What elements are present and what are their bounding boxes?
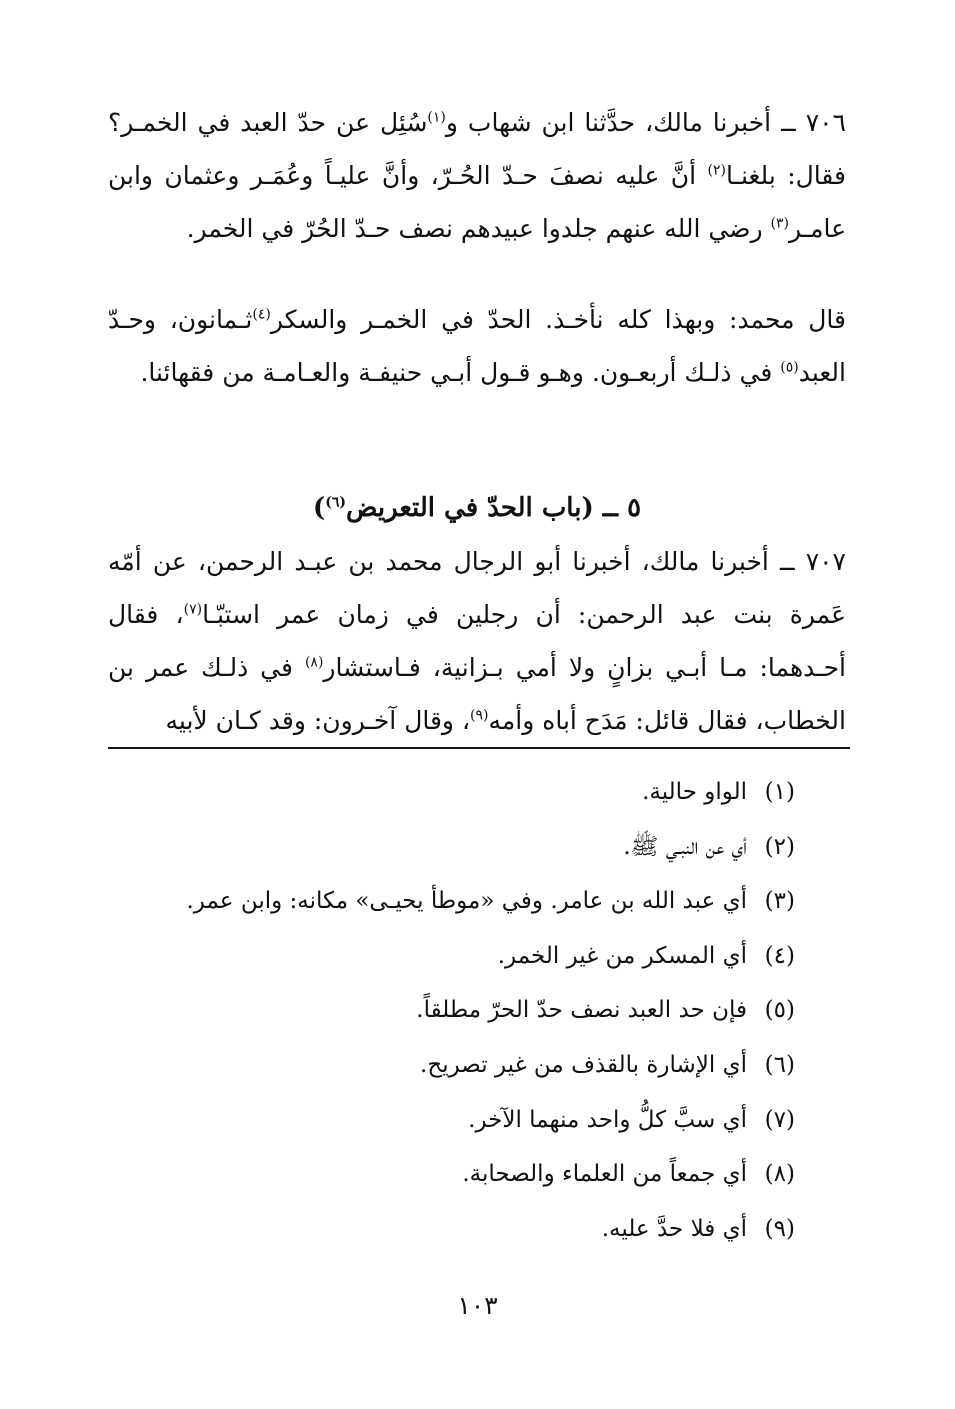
- page-number: ١٠٣: [457, 1291, 498, 1320]
- text-run: ٧٠٧ ــ أخبرنا مالك، أخبرنا أبو الرجال محمد بن عبـد الرحمن، عن أمّه عَمرة بنت عبد الرحمن: أن رجلين في زمان عمر استبّـا: [108, 547, 846, 629]
- footnote-text: أي عبد الله بن عامر. وفي «موطأ يحيـى» مكانه: وابن عمر.: [186, 888, 747, 915]
- footnote-ref-5[interactable]: (٥): [780, 359, 799, 376]
- footnote-text: الواو حالية.: [642, 779, 747, 805]
- footnote-ref-8[interactable]: (٨): [304, 654, 324, 671]
- text-run: قال محمد: وبهذا كله نأخـذ. الحدّ في الخمـر والسكر: [270, 305, 846, 334]
- footnote-number: (٤): [764, 942, 795, 969]
- text-run: ، وقال آخـرون: وقد كـان لأبيه: [165, 706, 471, 735]
- footnote-number: (٦): [764, 1051, 795, 1078]
- text-run: رضي الله عنهم جلدوا عبيدهم نصف حـدّ الحُرّ في الخمر.: [186, 214, 771, 243]
- footnote-number: (٧): [764, 1106, 795, 1133]
- footnote-3: [175, 881, 795, 936]
- text-run: ثـمانون، وحـدّ العبد: [108, 305, 846, 387]
- footnote-number: (٩): [764, 1215, 795, 1242]
- footnote-ref-2[interactable]: (٢): [707, 162, 726, 179]
- footnote-ref-6[interactable]: (٦): [325, 494, 347, 511]
- footnote-text: أي فلا حدَّ عليه.: [601, 1215, 747, 1242]
- footnote-text: أي الإشارة بالقذف من غير تصريح.: [420, 1051, 747, 1078]
- footnote-ref-9[interactable]: (٩): [470, 707, 489, 724]
- paragraph-707: [108, 535, 846, 747]
- footnote-ref-1[interactable]: (١): [427, 109, 446, 126]
- text-run: سُئِل عن حدّ العبد في الخمـر؟ فقال: بلغنـا: [108, 108, 846, 190]
- text-run: ، فقال أحـدهما: مـا أبـي بزانٍ ولا أمي بـزانية، فـاستشار: [108, 600, 846, 682]
- chapter-heading: [108, 488, 846, 528]
- heading-text: ٥ ــ (باب الحدّ في التعريض: [346, 493, 642, 523]
- text-run: في ذلـك أربعـون. وهـو قـول أبـي حنيفـة والعـامـة من فقهائنا.: [140, 358, 781, 387]
- footnote-ref-4[interactable]: (٤): [252, 306, 271, 323]
- footnote-text: أي سبَّ كلُّ واحد منهما الآخر.: [468, 1106, 747, 1133]
- heading-close: ): [312, 493, 326, 523]
- footnotes-list: [175, 772, 795, 1263]
- footnote-5: [175, 990, 795, 1045]
- footnote-2: [175, 827, 795, 882]
- text-run: ٧٠٦ ــ أخبرنا مالك، حدَّثنا ابن شهاب و: [445, 108, 846, 137]
- footnote-4: [175, 936, 795, 991]
- footnote-number: (٥): [764, 997, 795, 1024]
- paragraph-706: [108, 96, 846, 255]
- paragraph-qala-muhammad: [108, 293, 846, 399]
- footnote-number: (٢): [764, 833, 795, 860]
- footnote-ref-3[interactable]: (٣): [770, 215, 789, 232]
- footnote-text: فإن حد العبد نصف حدّ الحرّ مطلقاً.: [416, 997, 747, 1024]
- footnote-divider: [108, 747, 850, 749]
- footnote-6: [175, 1045, 795, 1100]
- footnote-number: (٣): [764, 888, 795, 915]
- footnote-text: أي جمعاً من العلماء والصحابة.: [462, 1161, 747, 1188]
- text-run: في ذلـك عمر بن الخطاب، فقال قائل: مَدَح أباه وأمه: [108, 653, 846, 735]
- footnote-number: (١): [764, 779, 795, 805]
- footnote-text: أي المسكر من غير الخمر.: [497, 942, 747, 969]
- footnote-ref-7[interactable]: (٧): [183, 601, 203, 618]
- footnote-7: [175, 1100, 795, 1155]
- footnote-9: [175, 1209, 795, 1264]
- footnote-8: [175, 1154, 795, 1209]
- footnote-number: (٨): [764, 1161, 795, 1188]
- footnote-1: [175, 772, 795, 827]
- footnote-text: أي عن النبـي ﷺ.: [623, 833, 747, 860]
- text-run: أنَّ عليه نصفَ حـدّ الحُـرّ، وأنَّ عليـاً وعُمَـر وعثمان وابن عامـر: [108, 161, 846, 243]
